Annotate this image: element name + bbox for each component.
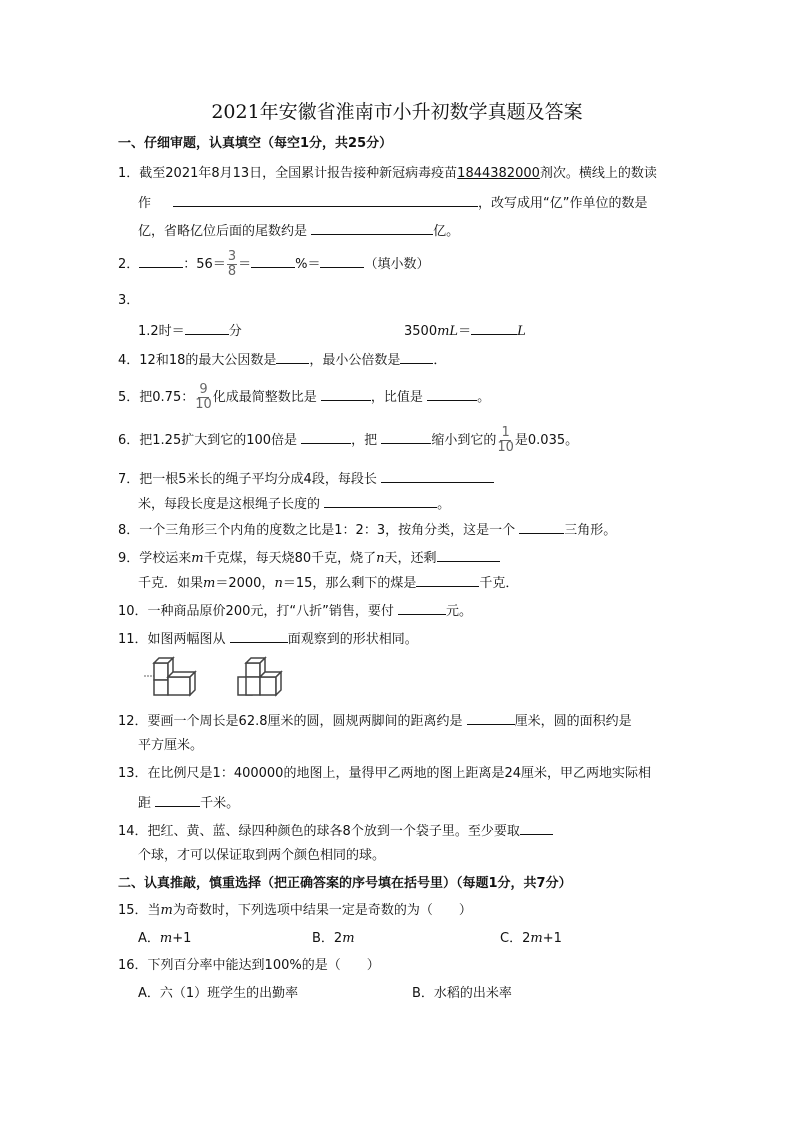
q2-text: ：56＝ bbox=[183, 257, 226, 272]
q9-text: 9．学校运来 bbox=[118, 551, 192, 566]
answer-blank[interactable] bbox=[416, 572, 479, 587]
answer-blank[interactable] bbox=[427, 386, 477, 401]
variable-m: m bbox=[159, 931, 173, 946]
cube-figure-1 bbox=[144, 658, 195, 695]
option-label: +1 bbox=[172, 931, 192, 946]
q1-text: 剂次。横线上的数读 bbox=[539, 166, 657, 181]
q1-number: 1844382000 bbox=[457, 166, 540, 181]
q9-text: ＝15，那么剩下的煤是 bbox=[282, 576, 417, 591]
q11-text: 11．如图两幅图从 bbox=[118, 632, 226, 647]
answer-blank[interactable] bbox=[155, 792, 200, 807]
question-5 bbox=[118, 383, 490, 412]
option-c[interactable] bbox=[500, 930, 562, 948]
q4-text: ． bbox=[433, 353, 447, 368]
answer-blank[interactable] bbox=[230, 628, 288, 643]
option-label: A． bbox=[138, 931, 160, 946]
option-label: C．2 bbox=[500, 931, 531, 946]
q9-text: 千克．如果 bbox=[138, 576, 204, 591]
q6-text: 缩小到它的 bbox=[431, 433, 497, 448]
variable-n: n bbox=[274, 576, 283, 591]
q9-text: 天，还剩 bbox=[384, 551, 437, 566]
numerator: 9 bbox=[199, 382, 208, 397]
question-4 bbox=[118, 349, 446, 370]
q13-text: 13．在比例尺是1：400000的地图上，量得甲乙两地的图上距离是24厘米，甲乙两地实际相 bbox=[118, 766, 651, 781]
page-title: 2021年安徽省淮南市小升初数学真题及答案 bbox=[211, 101, 583, 123]
answer-blank[interactable] bbox=[437, 547, 500, 562]
q16-text: 16．下列百分率中能达到100%的是（ ） bbox=[118, 958, 380, 973]
option-a[interactable] bbox=[138, 930, 191, 948]
fraction bbox=[195, 383, 212, 412]
variable-m: m bbox=[203, 576, 216, 591]
answer-blank[interactable] bbox=[381, 468, 494, 483]
question-2 bbox=[118, 250, 430, 279]
q8-text: 三角形。 bbox=[564, 523, 617, 538]
q1-text: ，改写成用“亿”作单位的数是 bbox=[478, 196, 648, 211]
answer-blank[interactable] bbox=[320, 253, 364, 268]
q2-text: 2． bbox=[118, 257, 140, 272]
numerator: 3 bbox=[227, 249, 237, 264]
variable-m: m bbox=[342, 931, 355, 946]
cube-figures-image bbox=[144, 655, 294, 700]
answer-blank[interactable] bbox=[321, 386, 371, 401]
question-10 bbox=[118, 600, 472, 621]
q1-text: 作 bbox=[138, 196, 152, 211]
answer-blank[interactable] bbox=[301, 429, 351, 444]
denominator: 10 bbox=[497, 440, 514, 455]
cube-figure-2 bbox=[238, 658, 281, 695]
question-8 bbox=[118, 519, 616, 540]
q7-text: 7．把一根5米长的绳子平均分成4段，每段长 bbox=[118, 472, 377, 487]
q3-text: 3500 bbox=[404, 324, 438, 339]
q5-text: 化成最简整数比是 bbox=[212, 390, 317, 405]
q3-text: 分 bbox=[228, 324, 242, 339]
variable-m: m bbox=[191, 551, 204, 566]
q5-text: 。 bbox=[477, 390, 491, 405]
q13-text: 距 bbox=[138, 796, 152, 811]
q13-text: 千米。 bbox=[200, 796, 240, 811]
q14-text: 14．把红、黄、蓝、绿四种颜色的球各8个放到一个袋子里。至少要取 bbox=[118, 824, 520, 839]
section-1-heading: 一、仔细审题，认真填空（每空1分，共25分） bbox=[118, 136, 393, 151]
option-b[interactable] bbox=[312, 930, 355, 948]
q9-text: ＝2000， bbox=[215, 576, 275, 591]
q4-text: ，最小公倍数是 bbox=[309, 353, 401, 368]
answer-blank[interactable] bbox=[467, 710, 515, 725]
q5-text: ，比值是 bbox=[370, 390, 423, 405]
q12-text: 厘米，圆的面积约是 bbox=[514, 714, 632, 729]
q6-text: 是0.035。 bbox=[514, 433, 579, 448]
answer-blank[interactable] bbox=[185, 320, 229, 335]
answer-blank[interactable] bbox=[381, 429, 431, 444]
answer-blank[interactable] bbox=[471, 320, 517, 335]
q8-text: 8．一个三角形三个内角的度数之比是1：2：3，按角分类，这是一个 bbox=[118, 523, 516, 538]
fraction bbox=[497, 426, 514, 455]
q2-text: %＝ bbox=[295, 257, 321, 272]
q12-text: 12．要画一个周长是62.8厘米的圆，圆规两脚间的距离约是 bbox=[118, 714, 463, 729]
variable-n: n bbox=[376, 551, 385, 566]
q9-text: 千克煤，每天烧80千克，烧了 bbox=[203, 551, 377, 566]
answer-blank[interactable] bbox=[311, 220, 433, 235]
q7-text: 米，每段长度是这根绳子长度的 bbox=[138, 497, 321, 512]
q4-text: 4．12和18的最大公因数是 bbox=[118, 353, 277, 368]
q7-text: 。 bbox=[437, 497, 451, 512]
q10-text: 元。 bbox=[445, 604, 472, 619]
q12-text: 平方厘米。 bbox=[138, 738, 204, 753]
q11-text: 面观察到的形状相同。 bbox=[287, 632, 418, 647]
q3-number: 3． bbox=[118, 293, 140, 308]
unit: L bbox=[517, 324, 526, 339]
answer-blank[interactable] bbox=[398, 600, 446, 615]
section-2-heading: 二、认真推敲，慎重选择（把正确答案的序号填在括号里）（每题1分，共7分） bbox=[118, 876, 572, 891]
q14-text: 个球，才可以保证取到两个颜色相同的球。 bbox=[138, 848, 386, 863]
option-a[interactable]: A．六（1）班学生的出勤率 bbox=[138, 986, 299, 1001]
answer-blank[interactable] bbox=[324, 493, 437, 508]
denominator: 8 bbox=[227, 264, 237, 279]
answer-blank[interactable] bbox=[173, 192, 478, 207]
q15-text: 为奇数时，下列选项中结果一定是奇数的为（ ） bbox=[172, 903, 472, 918]
numerator: 1 bbox=[501, 425, 510, 440]
q1-text: 亿。 bbox=[433, 224, 460, 239]
question-6 bbox=[118, 426, 578, 455]
q6-text: ，把 bbox=[351, 433, 378, 448]
unit: mL bbox=[437, 324, 459, 339]
answer-blank[interactable] bbox=[519, 519, 564, 534]
variable-m: m bbox=[160, 903, 173, 918]
answer-blank[interactable] bbox=[276, 349, 309, 364]
variable-m: m bbox=[530, 931, 543, 946]
answer-blank[interactable] bbox=[251, 253, 295, 268]
answer-blank[interactable] bbox=[520, 820, 553, 835]
q2-text: （填小数） bbox=[364, 257, 430, 272]
q6-text: 6．把1.25扩大到它的100倍是 bbox=[118, 433, 298, 448]
option-label: +1 bbox=[542, 931, 562, 946]
option-label: B．2 bbox=[312, 931, 343, 946]
q9-text: 千克． bbox=[479, 576, 519, 591]
option-b[interactable]: B．水稻的出米率 bbox=[412, 986, 512, 1001]
q3-text: 1.2时＝ bbox=[138, 324, 185, 339]
q10-text: 10．一种商品原价200元，打“八折”销售，要付 bbox=[118, 604, 394, 619]
q2-text: ＝ bbox=[238, 257, 252, 272]
q1-text: 1．截至2021年8月13日，全国累计报告接种新冠病毒疫苗 bbox=[118, 166, 458, 181]
question-11 bbox=[118, 628, 418, 649]
q15-text: 15．当 bbox=[118, 903, 161, 918]
q1-text: 亿，省略亿位后面的尾数约是 bbox=[138, 224, 308, 239]
answer-blank[interactable] bbox=[139, 253, 183, 268]
denominator: 10 bbox=[195, 397, 212, 412]
fraction bbox=[227, 250, 237, 279]
q3-text: ＝ bbox=[458, 324, 472, 339]
q5-text: 5．把0.75： bbox=[118, 390, 195, 405]
answer-blank[interactable] bbox=[400, 349, 433, 364]
